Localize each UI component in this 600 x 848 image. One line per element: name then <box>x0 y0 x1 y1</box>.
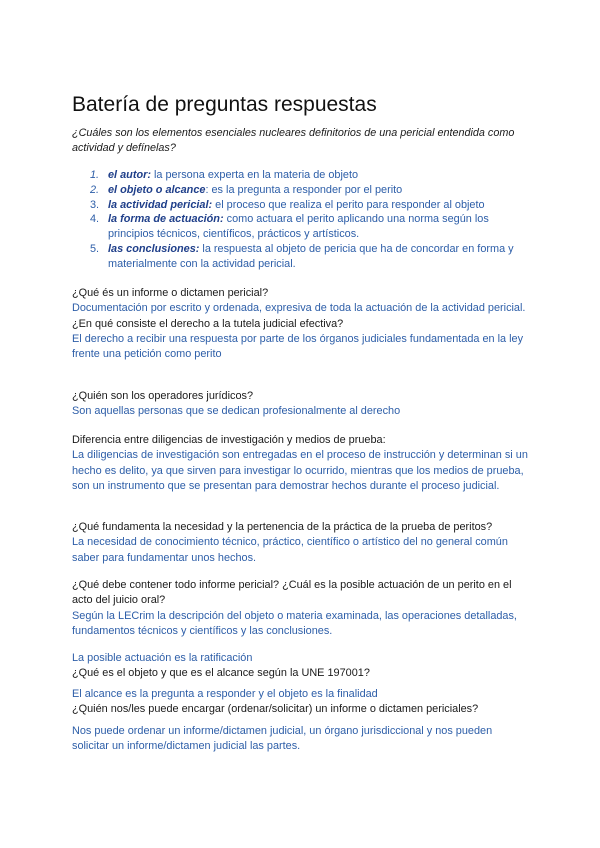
list-number: 4. <box>90 213 100 226</box>
list-number: 2. <box>90 183 100 196</box>
list-term: la actividad pericial: <box>108 198 213 211</box>
question: ¿Qué és un informe o dictamen pericial? <box>72 287 269 299</box>
list-term: el autor: <box>108 169 151 181</box>
list-item <box>72 168 532 183</box>
list-number: 1. <box>90 169 100 181</box>
qa-block <box>72 520 532 566</box>
list-item <box>72 242 532 272</box>
question: ¿Quién nos/les puede encargar (ordenar/solicitar) un informe o dictamen periciales? <box>72 703 479 716</box>
list-text: el proceso que realiza el perito para responder al objeto <box>212 198 485 211</box>
list-term: el objeto o alcance <box>108 183 206 196</box>
list-number: 5. <box>90 242 100 255</box>
qa-block <box>72 578 532 639</box>
list-term: las conclusiones: <box>108 242 200 255</box>
question: ¿Qué es el objeto y que es el alcance según la UNE 197001? <box>72 667 370 680</box>
list-text: la persona experta en la materia de objeto <box>150 169 359 181</box>
answer: El alcance es la pregunta a responder y el objeto es la finalidad <box>72 688 378 700</box>
answer: Según la LECrim la descripción del objeto o materia examinada, las operaciones detalladas, fundamentos técnicos y científicos y las conclusiones. <box>72 609 517 637</box>
list-text: la respuesta al objeto de pericia que ha de concordar en forma y materialmente con la actividad pericial. <box>108 242 514 270</box>
page-title: Batería de preguntas respuestas <box>72 93 377 116</box>
list-term: la forma de actuación: <box>108 213 224 226</box>
question: ¿Qué fundamenta la necesidad y la pertenencia de la práctica de la prueba de peritos? <box>72 521 493 533</box>
list-item <box>72 198 532 213</box>
qa-block <box>72 286 532 362</box>
intro-question: ¿Cuáles son los elementos esenciales nucleares definitorios de una pericial entendida como actividad y defínelas? <box>72 127 515 154</box>
answer: El derecho a recibir una respuesta por parte de los órganos judiciales fundamentada en la ley frente una petición como perito <box>72 332 524 361</box>
elements-list <box>72 168 532 272</box>
qa-block <box>72 724 532 755</box>
answer: La necesidad de conocimiento técnico, práctico, científico o artístico del no general común saber para fundamentar unos hechos. <box>72 536 508 564</box>
question: Diferencia entre diligencias de investigación y medios de prueba: <box>72 434 386 446</box>
qa-block <box>72 687 532 718</box>
list-item <box>72 212 532 242</box>
list-text: : es la pregunta a responder por el perito <box>205 183 403 196</box>
answer: Nos puede ordenar un informe/dictamen judicial, un órgano jurisdiccional y nos pueden solicitar un informe/dictamen judicial las partes. <box>72 725 493 753</box>
answer: Documentación por escrito y ordenada, expresiva de toda la actuación de la actividad pericial. <box>72 302 526 315</box>
question: ¿En qué consiste el derecho a la tutela judicial efectiva? <box>72 317 344 330</box>
list-number: 3. <box>90 198 100 211</box>
answer: Son aquellas personas que se dedican profesionalmente al derecho <box>72 405 401 418</box>
qa-block <box>72 433 532 494</box>
list-item <box>72 183 532 198</box>
answer: La posible actuación es la ratificación <box>72 652 253 664</box>
qa-block <box>72 651 532 682</box>
list-text: como actuara el perito aplicando una norma según los principios técnicos, científicos, prácticos y artísticos. <box>108 213 489 241</box>
question: ¿Quién son los operadores jurídicos? <box>72 390 254 402</box>
qa-block <box>72 389 532 420</box>
question: ¿Qué debe contener todo informe pericial? ¿Cuál es la posible actuación de un perito en el acto del juicio oral? <box>72 579 512 607</box>
answer: La diligencias de investigación son entregadas en el proceso de instrucción y determinan si un hecho es delito, ya que sirven para investigar lo ocurrido, mientras que los medios de prueba, son un instrumento que se presentan para demostrar hechos durante el proceso judicial. <box>72 449 528 492</box>
